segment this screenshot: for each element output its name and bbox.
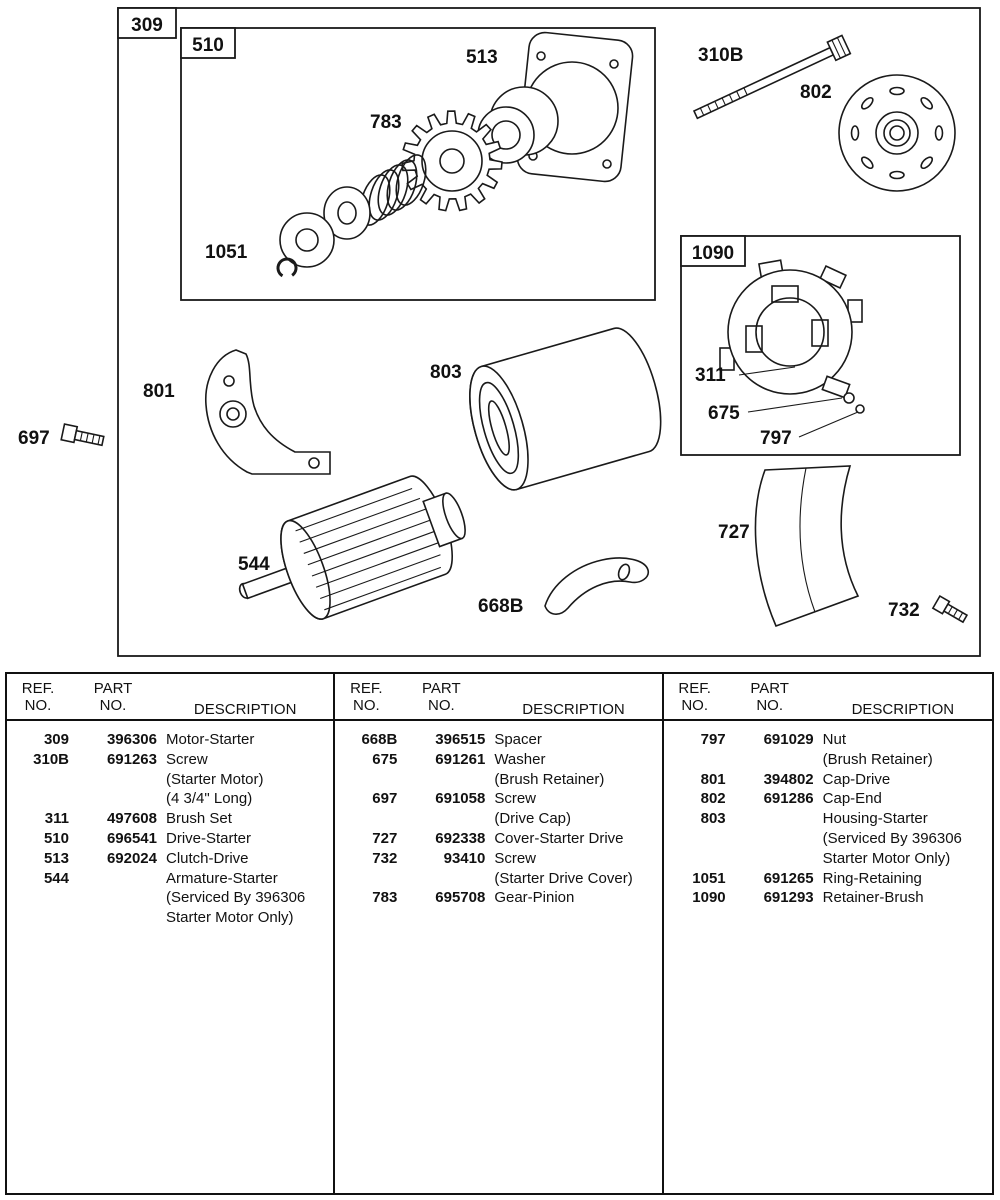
cell-part (726, 829, 814, 849)
parts-table (5, 672, 994, 1195)
cell-part: 691286 (763, 790, 814, 808)
table-row (335, 849, 661, 869)
cell-part: 691029 (763, 731, 814, 748)
callout-513: 513 (466, 47, 498, 68)
header-description-label: DESCRIPTION (193, 701, 297, 718)
header-part-line1: PART (750, 680, 789, 697)
table-row (7, 789, 333, 809)
cell-ref: 1051 (692, 869, 726, 887)
cell-part: 691261 (435, 750, 486, 768)
table-row (7, 869, 333, 889)
header-ref-line1: REF. (21, 680, 55, 697)
header-ref-line1: REF. (350, 680, 383, 697)
cell-desc: Starter Motor Only) (166, 909, 294, 927)
header-ref-line2: NO. (681, 697, 708, 714)
table-row (664, 770, 992, 790)
header-description-label: DESCRIPTION (851, 701, 955, 718)
cell-ref (7, 888, 69, 908)
cell-part (726, 809, 814, 829)
cell-desc: (Starter Drive Cover) (494, 869, 633, 887)
cell-desc: Motor-Starter (166, 731, 255, 748)
table-row (7, 829, 333, 849)
parts-table-column (335, 674, 663, 1193)
callout-732: 732 (888, 600, 920, 621)
table-rows (7, 721, 333, 928)
cell-ref: 513 (43, 849, 69, 867)
table-row (7, 770, 333, 790)
cell-ref (7, 770, 69, 790)
callout-544: 544 (238, 554, 270, 575)
cell-part: 692338 (435, 829, 486, 847)
table-row (7, 888, 333, 908)
header-ref (7, 680, 69, 719)
cell-ref: 732 (372, 849, 398, 867)
table-row (335, 888, 661, 908)
cell-desc: Nut (822, 731, 846, 748)
cell-ref (335, 869, 397, 889)
cell-part (69, 888, 157, 908)
cell-part: 691058 (435, 790, 486, 808)
cell-desc: Retainer-Brush (822, 889, 924, 907)
cell-part (397, 869, 485, 889)
cell-desc: (Brush Retainer) (494, 770, 605, 788)
cell-desc: Ring-Retaining (822, 869, 922, 887)
clutch-drive (478, 31, 634, 183)
cell-desc: Washer (494, 750, 546, 768)
cell-desc: Housing-Starter (822, 810, 928, 828)
cell-desc: Gear-Pinion (494, 889, 575, 907)
retaining-ring-washers (275, 187, 370, 280)
callout-1051: 1051 (205, 242, 248, 263)
cell-ref: 510 (43, 829, 69, 847)
header-part-line2: NO. (756, 697, 783, 714)
table-row (664, 750, 992, 770)
header-description (814, 680, 992, 719)
cell-ref: 311 (44, 810, 69, 828)
cell-part: 692024 (106, 849, 157, 867)
cell-ref (664, 849, 726, 869)
table-header (664, 674, 992, 721)
table-row (335, 829, 661, 849)
header-ref-line1: REF. (678, 680, 711, 697)
drive-cap-screw (61, 424, 104, 448)
table-row (664, 789, 992, 809)
cell-desc: Armature-Starter (166, 869, 278, 887)
cell-desc: Brush Set (166, 810, 232, 828)
header-part (69, 680, 157, 719)
cell-part: 695708 (435, 889, 486, 907)
cell-ref (7, 789, 69, 809)
callout-802: 802 (800, 82, 832, 103)
header-description (157, 680, 333, 719)
cell-desc: Starter Motor Only) (822, 849, 951, 867)
cell-ref (664, 829, 726, 849)
cell-desc: (4 3/4" Long) (166, 790, 253, 808)
header-description-label: DESCRIPTION (522, 701, 625, 718)
spacer-part (545, 558, 648, 614)
callout-311: 311 (695, 365, 726, 386)
cell-ref (664, 750, 726, 770)
cell-ref: 675 (372, 750, 398, 768)
callout-510: 510 (192, 35, 224, 56)
cell-part (397, 809, 485, 829)
cell-ref: 668B (361, 731, 398, 748)
table-row (664, 888, 992, 908)
header-part-line2: NO. (427, 697, 455, 714)
cell-ref: 727 (372, 829, 398, 847)
parts-table-column (664, 674, 992, 1193)
leader-675 (748, 398, 842, 412)
cell-part: 691265 (763, 869, 814, 887)
cell-desc: Cap-Drive (822, 770, 891, 788)
callout-783: 783 (370, 112, 402, 133)
cell-part (726, 849, 814, 869)
table-row (7, 730, 333, 750)
cell-ref: 1090 (692, 889, 726, 907)
cell-desc: Clutch-Drive (166, 849, 249, 867)
table-header (7, 674, 333, 721)
header-ref (335, 680, 397, 719)
header-part-line1: PART (93, 680, 133, 697)
cell-ref (335, 770, 397, 790)
cell-part: 691263 (106, 750, 157, 768)
cap-drive-part (206, 350, 330, 474)
table-row (335, 789, 661, 809)
table-row (7, 750, 333, 770)
leader-797 (799, 412, 858, 437)
callout-668B: 668B (478, 596, 524, 617)
table-row (664, 849, 992, 869)
cell-ref: 783 (372, 889, 398, 907)
cell-ref: 803 (700, 810, 726, 828)
header-ref-line2: NO. (24, 697, 52, 714)
cell-ref: 310B (33, 750, 69, 768)
cover-screw (933, 596, 969, 625)
cell-ref: 697 (372, 790, 398, 808)
starter-housing (458, 322, 672, 496)
cell-ref (335, 809, 397, 829)
callout-309: 309 (131, 15, 163, 36)
table-row (7, 908, 333, 928)
cell-ref (7, 908, 69, 928)
brush-retainer-part (720, 260, 864, 413)
cell-part: 691293 (763, 889, 814, 907)
table-row (664, 829, 992, 849)
table-row (335, 770, 661, 790)
cell-desc: Cap-End (822, 790, 882, 808)
cell-part (69, 789, 157, 809)
cell-part: 396515 (435, 731, 486, 748)
callout-801: 801 (143, 381, 175, 402)
cell-ref: 544 (43, 869, 69, 887)
callout-675: 675 (708, 403, 740, 424)
cell-desc: Screw (494, 790, 537, 808)
cell-ref: 802 (700, 790, 726, 808)
cell-desc: Screw (494, 849, 537, 867)
header-part-line2: NO. (99, 697, 127, 714)
table-row (335, 809, 661, 829)
cell-part: 696541 (106, 829, 157, 847)
cell-desc: (Drive Cap) (494, 810, 572, 828)
table-row (335, 730, 661, 750)
header-part-line1: PART (422, 680, 461, 697)
callout-1090: 1090 (691, 243, 735, 264)
table-rows (335, 721, 661, 908)
cell-desc: Drive-Starter (166, 829, 252, 847)
table-row (664, 809, 992, 829)
cell-part (69, 869, 157, 889)
cell-part: 497608 (106, 810, 157, 828)
cell-desc: Cover-Starter Drive (494, 829, 624, 847)
cell-part (397, 770, 485, 790)
callout-727: 727 (718, 522, 750, 543)
table-row (7, 849, 333, 869)
cell-part (726, 750, 814, 770)
cell-desc: (Starter Motor) (166, 770, 264, 788)
callout-310B: 310B (698, 45, 744, 66)
header-description (485, 680, 661, 719)
table-row (664, 869, 992, 889)
cell-ref: 797 (700, 731, 726, 748)
cell-part (69, 908, 157, 928)
cell-desc: (Serviced By 396306 (166, 889, 306, 907)
cell-desc: Spacer (494, 731, 542, 748)
header-part (726, 680, 814, 719)
cell-part (69, 770, 157, 790)
header-ref-line2: NO. (352, 697, 380, 714)
table-row (664, 730, 992, 750)
cell-part: 93410 (443, 849, 486, 867)
cell-part: 394802 (763, 770, 814, 788)
parts-table-column (7, 674, 335, 1193)
table-header (335, 674, 661, 721)
header-ref (664, 680, 726, 719)
cell-desc: (Brush Retainer) (822, 750, 933, 768)
table-row (335, 750, 661, 770)
cell-desc: Screw (166, 750, 208, 768)
table-rows (664, 721, 992, 908)
cell-ref: 801 (700, 770, 726, 788)
cell-desc: (Serviced By 396306 (822, 829, 962, 847)
header-part (397, 680, 485, 719)
callout-803: 803 (430, 362, 462, 383)
end-cap (839, 75, 955, 191)
cell-part: 396306 (106, 731, 157, 748)
table-row (7, 809, 333, 829)
table-row (335, 869, 661, 889)
callout-797: 797 (760, 428, 792, 449)
cover-part (755, 466, 858, 626)
callout-697: 697 (18, 428, 50, 449)
cell-ref: 309 (43, 731, 69, 748)
